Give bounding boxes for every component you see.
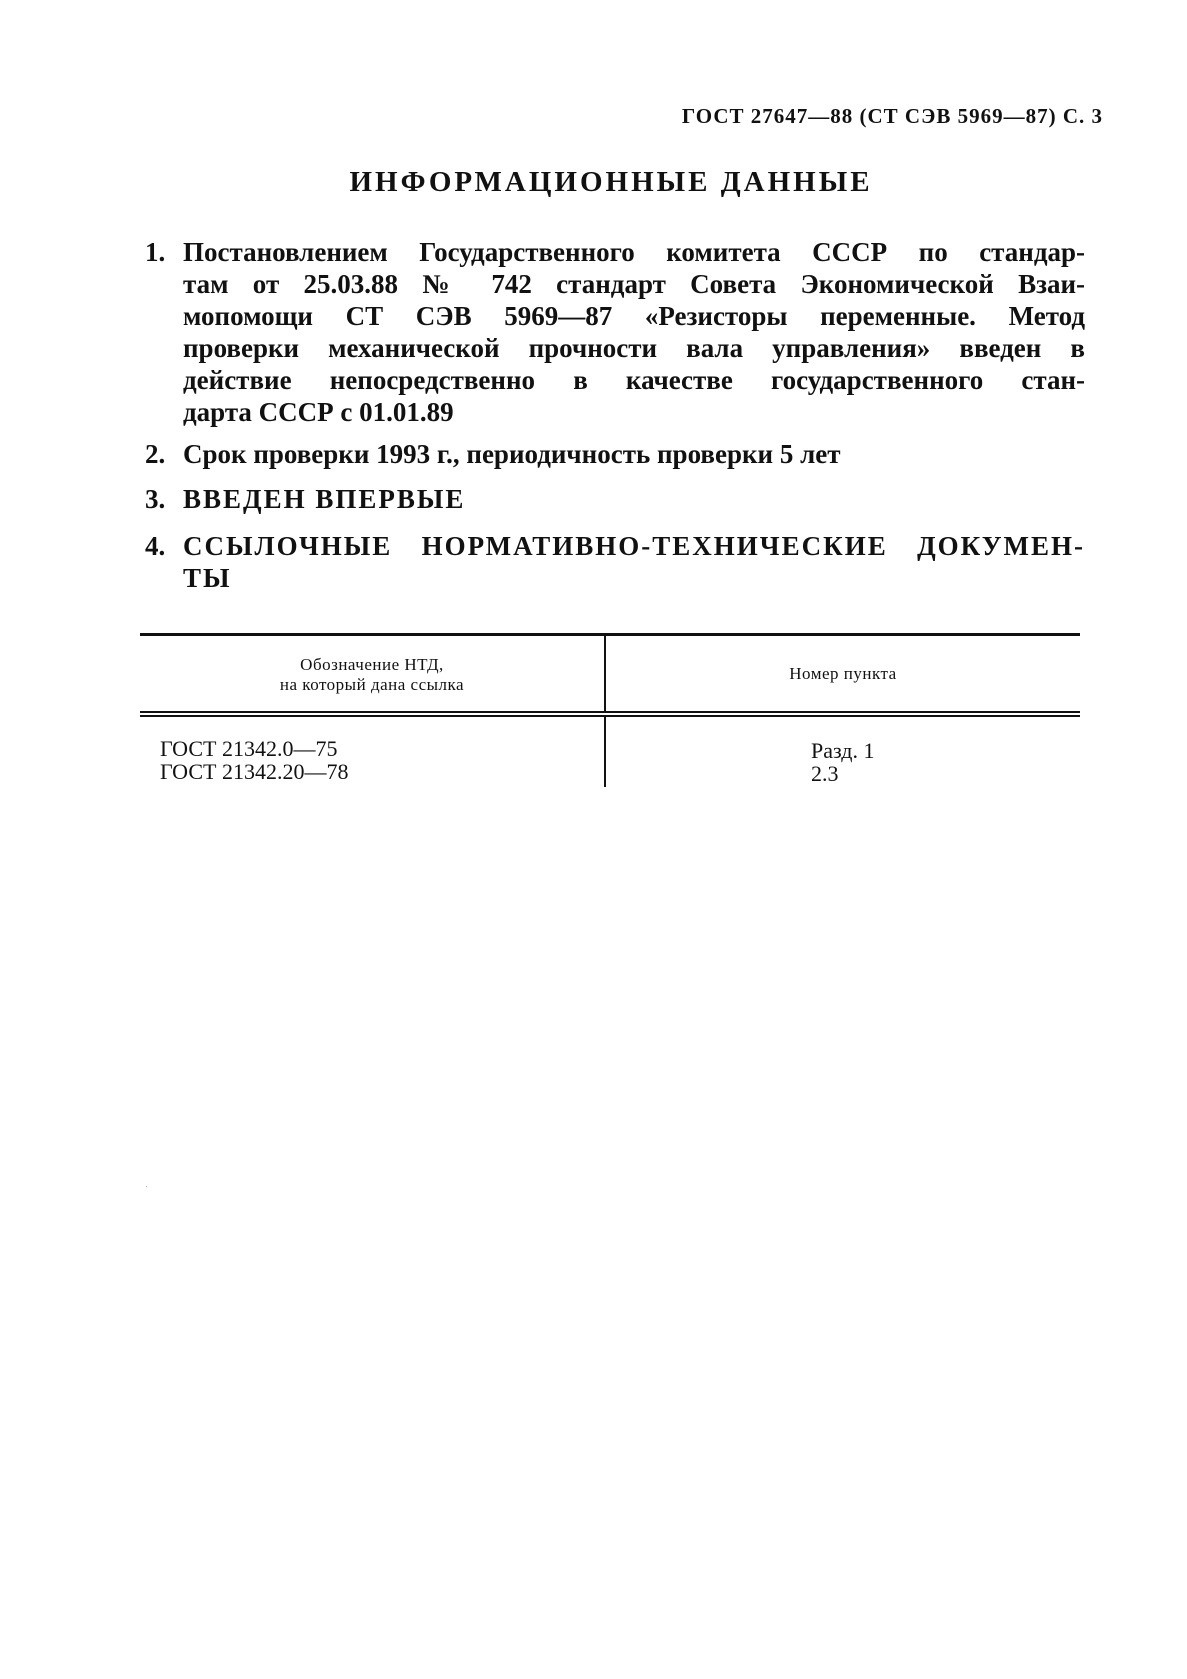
table-cell-designation: ГОСТ 21342.20—78 <box>160 759 349 784</box>
text-line: там от 25.03.88 № 742 стандарт Совета Экономической Взаи- <box>183 269 1085 299</box>
text-line: ССЫЛОЧНЫЕ НОРМАТИВНО-ТЕХНИЧЕСКИЕ ДОКУМЕН- <box>183 531 1085 561</box>
section-body: ВВЕДЕН ВПЕРВЫЕ <box>183 484 466 514</box>
table-cell-designation: ГОСТ 21342.0—75 <box>160 736 338 761</box>
header-clause: Номер пункта <box>789 663 897 683</box>
section-number: 1. <box>145 237 166 267</box>
section-2 <box>145 438 1085 470</box>
section-number: 4. <box>145 531 166 561</box>
section-body: Срок проверки 1993 г., периодичность проверки 5 лет <box>183 439 841 469</box>
header-text: Обозначение НТД, <box>300 654 444 674</box>
header-text: на который дана ссылка <box>279 674 465 694</box>
section-number: 2. <box>145 439 166 469</box>
table-body <box>140 717 1080 787</box>
page-title: ИНФОРМАЦИОННЫЕ ДАННЫЕ <box>349 166 873 198</box>
section-3 <box>145 483 1085 515</box>
scan-speck <box>146 1186 147 1187</box>
text-line: мопомощи СТ СЭВ 5969—87 «Резисторы переменные. Метод <box>183 301 1085 331</box>
text-line: дарта СССР с 01.01.89 <box>183 397 454 427</box>
text-line: Постановлением Государственного комитета СССР по стандар- <box>183 237 1085 267</box>
clause-column <box>606 717 1080 787</box>
text-line: проверки механической прочности вала управления» введен в <box>183 333 1085 363</box>
text-line: действие непосредственно в качестве государственного стан- <box>183 365 1085 395</box>
text-line: ТЫ <box>183 563 232 593</box>
reference-table <box>140 633 1080 787</box>
table-cell-clause: Разд. 1 <box>811 738 875 763</box>
section-1 <box>145 236 1085 428</box>
header-designation <box>140 636 606 711</box>
section-number: 3. <box>145 484 166 514</box>
section-body <box>183 530 1085 594</box>
running-header: ГОСТ 27647—88 (СТ СЭВ 5969—87) С. 3 <box>681 104 1103 128</box>
section-body <box>183 236 1085 428</box>
table-header-row <box>140 636 1080 711</box>
section-4 <box>145 530 1085 594</box>
designation-column <box>140 717 606 787</box>
table-cell-clause: 2.3 <box>811 761 839 786</box>
